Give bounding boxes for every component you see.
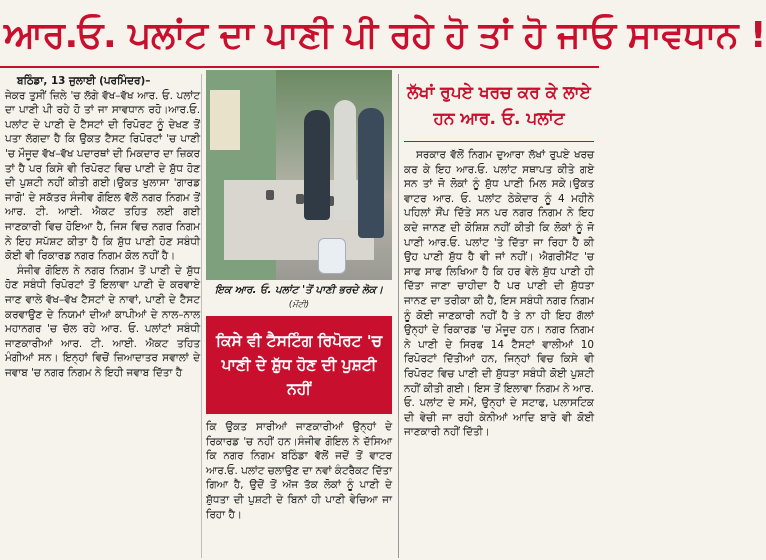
- article-paragraph: ਸੰਜੀਵ ਗੋਇਲ ਨੇ ਨਗਰ ਨਿਗਮ ਤੋਂ ਪਾਣੀ ਦੇ ਸ਼ੁੱਧ ਹੋਣ ਸਬੰਧੀ ਰਿਪੋਰਟਾਂ ਤੋਂ ਇਲਾਵਾ ਪਾਣੀ ਦੇ ਕਰਵਾਏ ਜਾਣ ਵਾਲੇ ਵੱਖ–ਵੱਖ ਟੈਸਟਾਂ ਦੇ ਨਾਵਾਂ, ਪਾਣੀ ਦੇ ਟੈਸਟ ਕਰਵਾਉਣ ਦੇ ਨਿਯਮਾਂ ਦੀਆਂ ਕਾਪੀਆਂ ਦੇ ਨਾਲ–ਨਾਲ ਮਹਾਨਗਰ 'ਚ ਚੱਲ ਰਹੇ ਆਰ. ਓ. ਪਲਾਂਟਾਂ ਸਬੰਧੀ ਜਾਣਕਾਰੀਆਂ ਆਰ. ਟੀ. ਆਈ. ਐਕਟ ਤਹਿਤ ਮੰਗੀਆਂ ਸਨ। ਇਨ੍ਹਾਂ ਵਿਚੋਂ ਜ਼ਿਆਦਾਤਰ ਸਵਾਲਾਂ ਦੇ ਜਵਾਬ 'ਚ ਨਗਰ ਨਿਗਮ ਨੇ ਇਹੀ ਜਵਾਬ ਦਿੱਤਾ ਹੈ: [5, 264, 200, 379]
- article-paragraph: ਸਰਕਾਰ ਵੱਲੋਂ ਨਿਗਮ ਦੁਆਰਾ ਲੱਖਾਂ ਰੁਪਏ ਖਰਚ ਕਰ ਕੇ ਇਹ ਆਰ.ਓ. ਪਲਾਂਟ ਸਥਾਪਤ ਕੀਤੇ ਗਏ ਸਨ ਤਾਂ ਜੋ ਲੋਕਾਂ ਨੂੰ ਸ਼ੁੱਧ ਪਾਣੀ ਮਿਲ ਸਕੇ।ਉਕਤ ਵਾਟਰ ਆਰ. ਓ. ਪਲਾਂਟ ਠੇਕੇਦਾਰ ਨੂੰ 4 ਮਹੀਨੇ ਪਹਿਲਾਂ ਸੌਂਪ ਦਿੱਤੇ ਸਨ ਪਰ ਨਗਰ ਨਿਗਮ ਨੇ ਇਹ ਕਦੇ ਜਾਨਣ ਦੀ ਕੋਸ਼ਿਸ਼ ਨਹੀਂ ਕੀਤੀ ਕਿ ਲੋਕਾਂ ਨੂੰ ਜੋ ਪਾਣੀ ਆਰ.ਓ. ਪਲਾਂਟ 'ਤੇ ਦਿੱਤਾ ਜਾ ਰਿਹਾ ਹੈ ਕੀ ਉਹ ਪਾਣੀ ਸ਼ੁੱਧ ਹੈ ਵੀ ਜਾਂ ਨਹੀਂ। ਐਗਰੀਮੈਂਟ 'ਚ ਸਾਫ ਸਾਫ ਲਿਖਿਆ ਹੈ ਕਿ ਹਰ ਵੇਲੇ ਸ਼ੁੱਧ ਪਾਣੀ ਹੀ ਦਿੱਤਾ ਜਾਣਾ ਚਾਹੀਦਾ ਹੈ ਪਰ ਪਾਣੀ ਦੀ ਸ਼ੁੱਧਤਾ ਜਾਨਣ ਦਾ ਤਰੀਕਾ ਕੀ ਹੈ, ਇਸ ਸਬੰਧੀ ਨਗਰ ਨਿਗਮ ਨੂੰ ਕੋਈ ਜਾਣਕਾਰੀ ਨਹੀਂ ਹੈ ਤੇ ਨਾ ਹੀ ਇਹ ਗੱਲਾਂ ਉਨ੍ਹਾਂ ਦੇ ਰਿਕਾਰਡ 'ਚ ਮੌਜੂਦ ਹਨ। ਨਗਰ ਨਿਗਮ ਨੇ ਪਾਣੀ ਦੇ ਸਿਰਫ 14 ਟੈਸਟਾਂ ਵਾਲੀਆਂ 10 ਰਿਪੋਰਟਾਂ ਦਿੱਤੀਆਂ ਹਨ, ਜਿਨ੍ਹਾਂ ਵਿਚ ਕਿਸੇ ਵੀ ਰਿਪੋਰਟ ਵਿਚ ਪਾਣੀ ਦੀ ਸ਼ੁੱਧਤਾ ਸਬੰਧੀ ਕੋਈ ਪੁਸ਼ਟੀ ਨਹੀਂ ਕੀਤੀ ਗਈ। ਇਸ ਤੋਂ ਇਲਾਵਾ ਨਿਗਮ ਨੇ ਆਰ. ਓ. ਪਲਾਂਟ ਦੇ ਸਮੇਂ, ਉਨ੍ਹਾਂ ਦੇ ਸਟਾਫ, ਪਲਾਸਟਿਕ ਦੀ ਵੇਚੀ ਜਾ ਰਹੀ ਕੇਨੀਆਂ ਆਦਿ ਬਾਰੇ ਵੀ ਕੋਈ ਜਾਣਕਾਰੀ ਨਹੀਂ ਦਿੱਤੀ।: [404, 149, 594, 439]
- column-divider: [398, 74, 399, 558]
- photo-caption: [206, 283, 392, 313]
- tap-icon: [296, 194, 304, 204]
- photo-credit: (ਮੋਂਟੀ): [288, 300, 310, 310]
- headline-rule: [0, 66, 599, 68]
- article-paragraph: ਕਿ ਉਕਤ ਸਾਰੀਆਂ ਜਾਣਕਾਰੀਆਂ ਉਨ੍ਹਾਂ ਦੇ ਰਿਕਾਰਡ 'ਚ ਨਹੀਂ ਹਨ।ਸੰਜੀਵ ਗੋਇਲ ਨੇ ਦੱਸਿਆ ਕਿ ਨਗਰ ਨਿਗਮ ਬਠਿੰਡਾ ਵੱਲੋਂ ਜਦੋਂ ਤੋਂ ਵਾਟਰ ਆਰ.ਓ. ਪਲਾਂਟ ਚਲਾਉਣ ਦਾ ਨਵਾਂ ਕੰਟਰੈਕਟ ਦਿੱਤਾ ਗਿਆ ਹੈ, ਉਦੋਂ ਤੋਂ ਅੱਜ ਤੱਕ ਲੋਕਾਂ ਨੂੰ ਪਾਣੀ ਦੇ ਸ਼ੁੱਧਤਾ ਦੀ ਪੁਸ਼ਟੀ ਦੇ ਬਿਨਾਂ ਹੀ ਪਾਣੀ ਵੇਚਿਆ ਜਾ ਰਿਹਾ ਹੈ।: [206, 421, 392, 521]
- article-column-1: [5, 74, 200, 558]
- side-headline-rule: [404, 141, 594, 142]
- person-figure: [304, 110, 330, 220]
- side-headline: ਲੱਖਾਂ ਰੁਪਏ ਖਰਚ ਕਰ ਕੇ ਲਾਏ ਹਨ ਆਰ. ਓ. ਪਲਾਂਟ: [407, 83, 591, 129]
- tap-icon: [266, 190, 274, 200]
- headline: ਆਰ.ਓ. ਪਲਾਂਟ ਦਾ ਪਾਣੀ ਪੀ ਰਹੇ ਹੋ ਤਾਂ ਹੋ ਜਾਓ ਸਾਵਧਾਨ !: [4, 15, 766, 56]
- highlight-box-text: ਕਿਸੇ ਵੀ ਟੈਸਟਿੰਗ ਰਿਪੋਰਟ 'ਚ ਪਾਣੀ ਦੇ ਸ਼ੁੱਧ ਹੋਣ ਦੀ ਪੁਸ਼ਟੀ ਨਹੀਂ: [216, 332, 382, 398]
- column-divider: [201, 74, 202, 558]
- article-column-2: [206, 420, 392, 558]
- article-paragraph: ਜੇਕਰ ਤੁਸੀਂ ਜ਼ਿਲੇ 'ਚ ਲੱਗੇ ਵੱਖ–ਵੱਖ ਆਰ. ਓ. ਪਲਾਂਟ ਦਾ ਪਾਣੀ ਪੀ ਰਹੇ ਹੋ ਤਾਂ ਜਾ ਸਾਵਧਾਨ ਰਹੋ।ਆਰ.ਓ. ਪਲਾਂਟ ਦੇ ਪਾਣੀ ਦੇ ਟੈਸਟਾਂ ਦੀ ਰਿਪੋਰਟ ਨੂੰ ਦੇਖਣ ਤੋਂ ਪਤਾ ਲੱਗਦਾ ਹੈ ਕਿ ਉਕਤ ਟੈਸਟ ਰਿਪੋਰਟਾਂ 'ਚ ਪਾਣੀ 'ਚ ਮੌਜੂਦ ਵੱਖ–ਵੱਖ ਪਦਾਰਥਾਂ ਦੀ ਮਿਕਦਾਰ ਦਾ ਜ਼ਿਕਰ ਤਾਂ ਹੈ ਪਰ ਕਿਸੇ ਵੀ ਰਿਪੋਰਟ ਵਿਚ ਪਾਣੀ ਦੇ ਸ਼ੁੱਧ ਹੋਣ ਦੀ ਪੁਸ਼ਟੀ ਨਹੀਂ ਕੀਤੀ ਗਈ।ਉਕਤ ਖੁਲਾਸਾ 'ਗਾਰਡ ਜਾਗੋ' ਦੇ ਸਕੱਤਰ ਸੰਜੀਵ ਗੋਇਲ ਵੱਲੋਂ ਨਗਰ ਨਿਗਮ ਤੋਂ ਆਰ. ਟੀ. ਆਈ. ਐਕਟ ਤਹਿਤ ਲਈ ਗਈ ਜਾਣਕਾਰੀ ਵਿਚ ਹੋਇਆ ਹੈ, ਜਿਸ ਵਿਚ ਨਗਰ ਨਿਗਮ ਨੇ ਇਹ ਸਪੱਸ਼ਟ ਕੀਤਾ ਹੈ ਕਿ ਸ਼ੁੱਧ ਪਾਣੀ ਹੋਣ ਸਬੰਧੀ ਕੋਈ ਵੀ ਰਿਕਾਰਡ ਨਗਰ ਨਿਗਮ ਕੋਲ ਨਹੀਂ ਹੈ।: [5, 89, 200, 263]
- dateline-text: ਬਠਿੰਡਾ, 13 ਜੁਲਾਈ (ਪਰਮਿੰਦਰ)–: [17, 75, 151, 87]
- person-figure: [358, 108, 384, 238]
- news-photo: [206, 70, 392, 280]
- article-column-3: [404, 148, 594, 558]
- photo-notice-board: [210, 90, 240, 150]
- highlight-box: [206, 316, 392, 414]
- person-figure: [334, 100, 356, 220]
- photo-caption-text: ਇਕ ਆਰ. ਓ. ਪਲਾਂਟ 'ਤੋਂ ਪਾਣੀ ਭਰਦੇ ਲੋਕ।: [214, 284, 384, 296]
- dateline: [5, 74, 200, 89]
- water-jug: [318, 238, 346, 274]
